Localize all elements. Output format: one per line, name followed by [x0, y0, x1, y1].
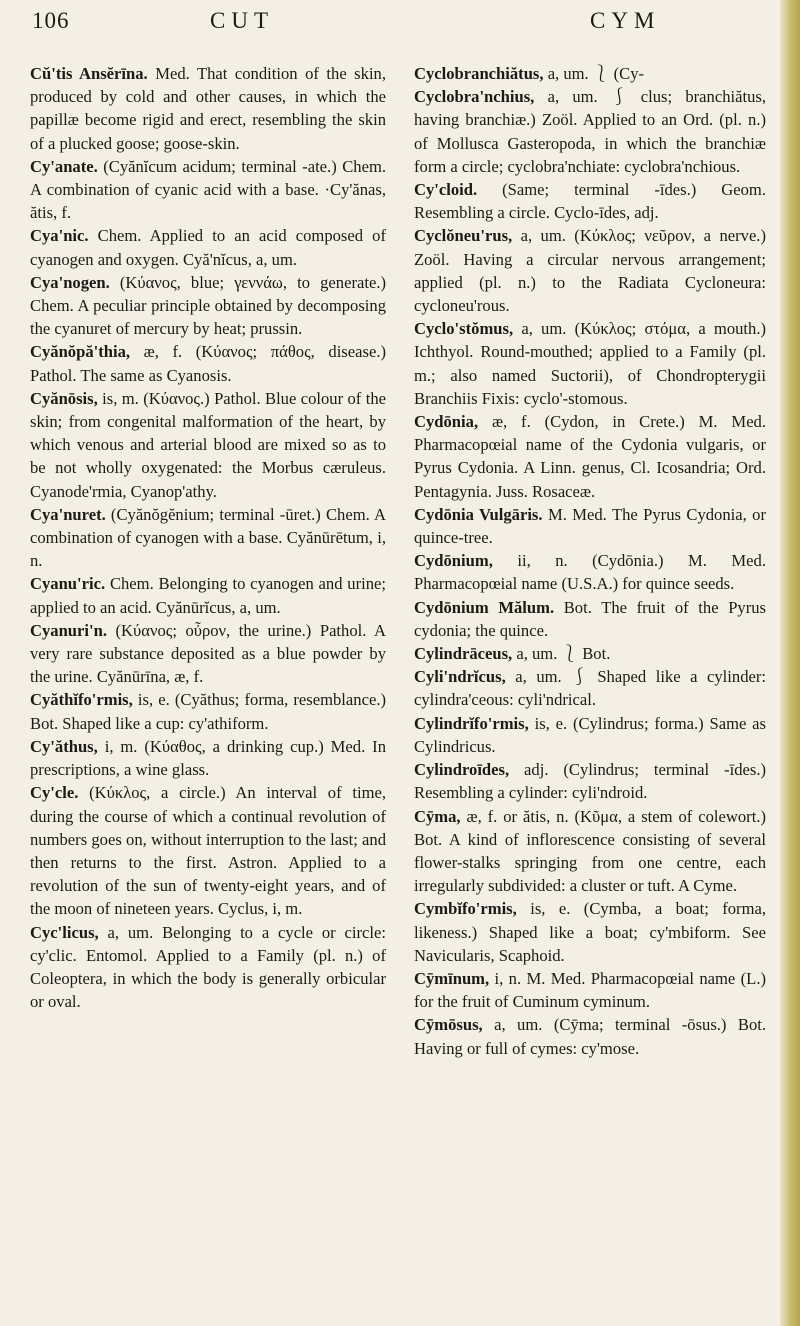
entry-definition: Med. That condition of the skin, produced by cold and other causes, in which the papillæ become rigid and erect, resembling the skin of a plucked goose; goose-skin. — [30, 64, 386, 153]
entry-headword: Cylindrĭfo'rmis, — [414, 713, 529, 733]
entry-headword: Cy'anate. — [30, 156, 98, 176]
entry-definition: is, e. (Cyăthus; forma, resemblance.) Bot. Shaped like a cup: cy'athiform. — [30, 690, 386, 733]
dictionary-entry — [30, 224, 386, 270]
entry-definition: a, um. Belonging to a cycle or circle: cy'clic. Entomol. Applied to a Family (pl. n.) of Coleoptera, in which the body is generally orbicular or oval. — [30, 922, 386, 1012]
dictionary-entry — [30, 271, 386, 341]
entry-definition: (Κύκλος, a circle.) An interval of time, during the course of which a continual revolution of numbers goes on, without interruption to the last; and then returns to the first. Astron. Applied to a revolution of the sun of twenty-eight years, and of the moon of nineteen years. Cyclus, i, m. — [30, 783, 386, 919]
dictionary-entry — [414, 967, 766, 1013]
dictionary-entry — [30, 688, 386, 734]
entry-headword: Cyclo'stŏmus, — [414, 319, 514, 339]
dictionary-entry — [414, 665, 766, 711]
page-edge — [780, 0, 800, 1326]
dictionary-entry — [30, 735, 386, 781]
dictionary-entry — [30, 387, 386, 503]
dictionary-entry — [30, 155, 386, 225]
entry-definition: (Same; terminal -īdes.) Geom. Resembling a circle. Cyclo-īdes, adj. — [414, 180, 766, 223]
entry-definition: ii, n. (Cydōnia.) M. Med. Pharmacopœial name (U.S.A.) for quince seeds. — [414, 551, 766, 594]
dictionary-entry — [414, 897, 766, 967]
entry-headword: Cydōnia Vulgāris. — [414, 504, 543, 524]
dictionary-entry — [414, 224, 766, 317]
entry-headword: Cŭ'tis Ansĕrīna. — [30, 64, 148, 83]
entry-headword: Cy'ăthus, — [30, 736, 98, 756]
entry-headword: Cy'cloid. — [414, 180, 478, 200]
dictionary-entry — [414, 85, 766, 178]
entry-headword: Cymbĭfo'rmis, — [414, 899, 517, 919]
entry-definition: æ, f. (Cydon, in Crete.) M. Med. Pharmacopœial name of the Cydonia vulgaris, or Pyrus Cydonia. A Linn. genus, Cl. Icosandria; Ord. Pentagynia. Juss. Rosaceæ. — [414, 412, 766, 501]
entry-definition: Chem. Applied to an acid composed of cyanogen and oxygen. Cyă'nĭcus, a, um. — [30, 226, 386, 269]
entry-headword: Cy'cle. — [30, 783, 79, 803]
dictionary-entry — [414, 317, 766, 410]
entry-definition: a, um. ⎰ Shaped like a cylinder: cylindra'ceous: cyli'ndrical. — [414, 667, 766, 710]
page-number: 106 — [32, 8, 70, 33]
entry-definition: is, e. (Cylindrus; forma.) Same as Cylindricus. — [414, 713, 766, 756]
entry-headword: Cyclŏneu'rus, — [414, 226, 513, 246]
right-column — [414, 62, 766, 1312]
entry-headword: Cya'nuret. — [30, 504, 106, 524]
entry-headword: Cylindroīdes, — [414, 760, 510, 780]
entry-definition: a, um. (Κύκλος; στόμα, a mouth.) Ichthyol. Round-mouthed; applied to a Family (pl. m.; also named Suctorii), of Chondropterygii Branchiis Fixis: cyclo'-stomous. — [414, 319, 766, 408]
dictionary-entry — [414, 178, 766, 224]
entry-definition: (Κύανος; οὖρον, the urine.) Pathol. A very rare substance deposited as a blue powder by the urine. Cyănūrīna, æ, f. — [30, 620, 386, 687]
dictionary-entry — [414, 410, 766, 503]
entry-headword: Cyclobranchiătus, — [414, 64, 544, 83]
entry-headword: Cydōnium Mălum. — [414, 597, 555, 617]
entry-definition: a, um. (Κύκλος; νεῦρον, a nerve.) Zoöl. Having a circular nervous arrangement; applied (pl. n.) to the Radiata Cycloneura: cycloneu'rous. — [414, 226, 766, 316]
entry-definition: a, um. ⎰ clus; branchiătus, having branchiæ.) Zoöl. Applied to an Ord. (pl. n.) of Mollusca Gasteropoda, in which the branchiæ form a circle; cyclobra'nchiate: cyclobra'nchious. — [414, 87, 766, 176]
dictionary-entry — [414, 1013, 766, 1059]
entry-definition: i, m. (Κύαθος, a drinking cup.) Med. In prescriptions, a wine glass. — [30, 736, 386, 780]
dictionary-entry — [414, 62, 766, 85]
entry-headword: Cya'nogen. — [30, 272, 110, 292]
entry-headword: Cyli'ndrĭcus, — [414, 667, 506, 687]
guide-word-right: CYM — [590, 8, 661, 33]
entry-definition: is, m. (Κύανος.) Pathol. Blue colour of the skin; from congenital malformation of the heart, by which venous and arterial blood are mixed so as to be not wholly oxygenated: the Morbus cæruleus. Cyanode'rmia, Cyanop'athy. — [30, 388, 386, 501]
guide-word-left: CUT — [210, 8, 274, 33]
entry-headword: Cydōnia, — [414, 412, 479, 432]
entry-headword: Cyclobra'nchius, — [414, 87, 535, 107]
entry-definition: (Cyănŏgĕnium; terminal -ūret.) Chem. A combination of cyanogen with a base. Cyănūrētum, i, n. — [30, 504, 386, 571]
dictionary-entry — [30, 503, 386, 573]
dictionary-entry — [414, 596, 766, 642]
entry-headword: Cyanu'ric. — [30, 574, 106, 594]
entry-headword: Cylindrāceus, — [414, 644, 513, 664]
entry-headword: Cyănōsis, — [30, 388, 98, 408]
dictionary-entry — [414, 805, 766, 898]
dictionary-entry — [30, 619, 386, 689]
dictionary-entry — [30, 781, 386, 920]
dictionary-entry — [414, 758, 766, 804]
entry-definition: (Κύανος, blue; γεννάω, to generate.) Chem. A peculiar principle obtained by decomposing the cyanuret of mercury by heat; prussin. — [30, 272, 386, 339]
dictionary-entry — [414, 642, 766, 665]
entry-definition: M. Med. The Pyrus Cydonia, or quince-tree. — [414, 504, 766, 548]
entry-definition: Chem. Belonging to cyanogen and urine; applied to an acid. Cyănūrĭcus, a, um. — [30, 574, 386, 617]
dictionary-entry — [30, 572, 386, 618]
dictionary-entry — [30, 340, 386, 386]
dictionary-entry — [414, 712, 766, 758]
entry-definition: is, e. (Cymba, a boat; forma, likeness.) Shaped like a boat; cy'mbiform. See Navicularis, Scaphoid. — [414, 899, 766, 965]
entry-headword: Cyăthĭfo'rmis, — [30, 690, 133, 710]
entry-headword: Cȳmōsus, — [414, 1015, 483, 1035]
entry-headword: Cyănŏpă'thia, — [30, 342, 131, 362]
entry-headword: Cyc'licus, — [30, 922, 99, 942]
entry-headword: Cydōnium, — [414, 551, 493, 571]
entry-headword: Cȳma, — [414, 806, 461, 826]
dictionary-entry — [414, 503, 766, 549]
entry-headword: Cȳmīnum, — [414, 968, 490, 988]
entry-definition: adj. (Cylindrus; terminal -īdes.) Resembling a cylinder: cyli'ndroid. — [414, 760, 766, 803]
entry-headword: Cya'nic. — [30, 226, 89, 246]
entry-definition: a, um. (Cȳma; terminal -ōsus.) Bot. Having or full of cymes: cy'mose. — [414, 1015, 766, 1058]
entry-definition: i, n. M. Med. Pharmacopœial name (L.) for the fruit of Cuminum cyminum. — [414, 968, 766, 1012]
dictionary-entry — [414, 549, 766, 595]
dictionary-entry — [30, 921, 386, 1014]
entry-definition: a, um. ⎱ Bot. — [512, 644, 611, 664]
entry-headword: Cyanuri'n. — [30, 620, 107, 640]
entry-definition: æ, f. (Κύανος; πάθος, disease.) Pathol. The same as Cyanosis. — [30, 342, 386, 385]
dictionary-entry — [30, 62, 386, 155]
entry-definition: æ, f. or ătis, n. (Κῦμα, a stem of colewort.) Bot. A kind of inflorescence consisting of several flower-stalks springing from one centre, each irregularly subdivided: a cluster or tuft. A Cyme. — [414, 806, 766, 896]
left-column — [30, 62, 386, 1312]
entry-definition: (Cyănĭcum acidum; terminal -ate.) Chem. A combination of cyanic acid with a base. ·Cy'ănas, ătis, f. — [30, 156, 386, 223]
entry-definition: a, um. ⎱ (Cy- — [543, 64, 645, 83]
entry-definition: Bot. The fruit of the Pyrus cydonia; the quince. — [414, 597, 766, 640]
running-header — [30, 8, 760, 48]
